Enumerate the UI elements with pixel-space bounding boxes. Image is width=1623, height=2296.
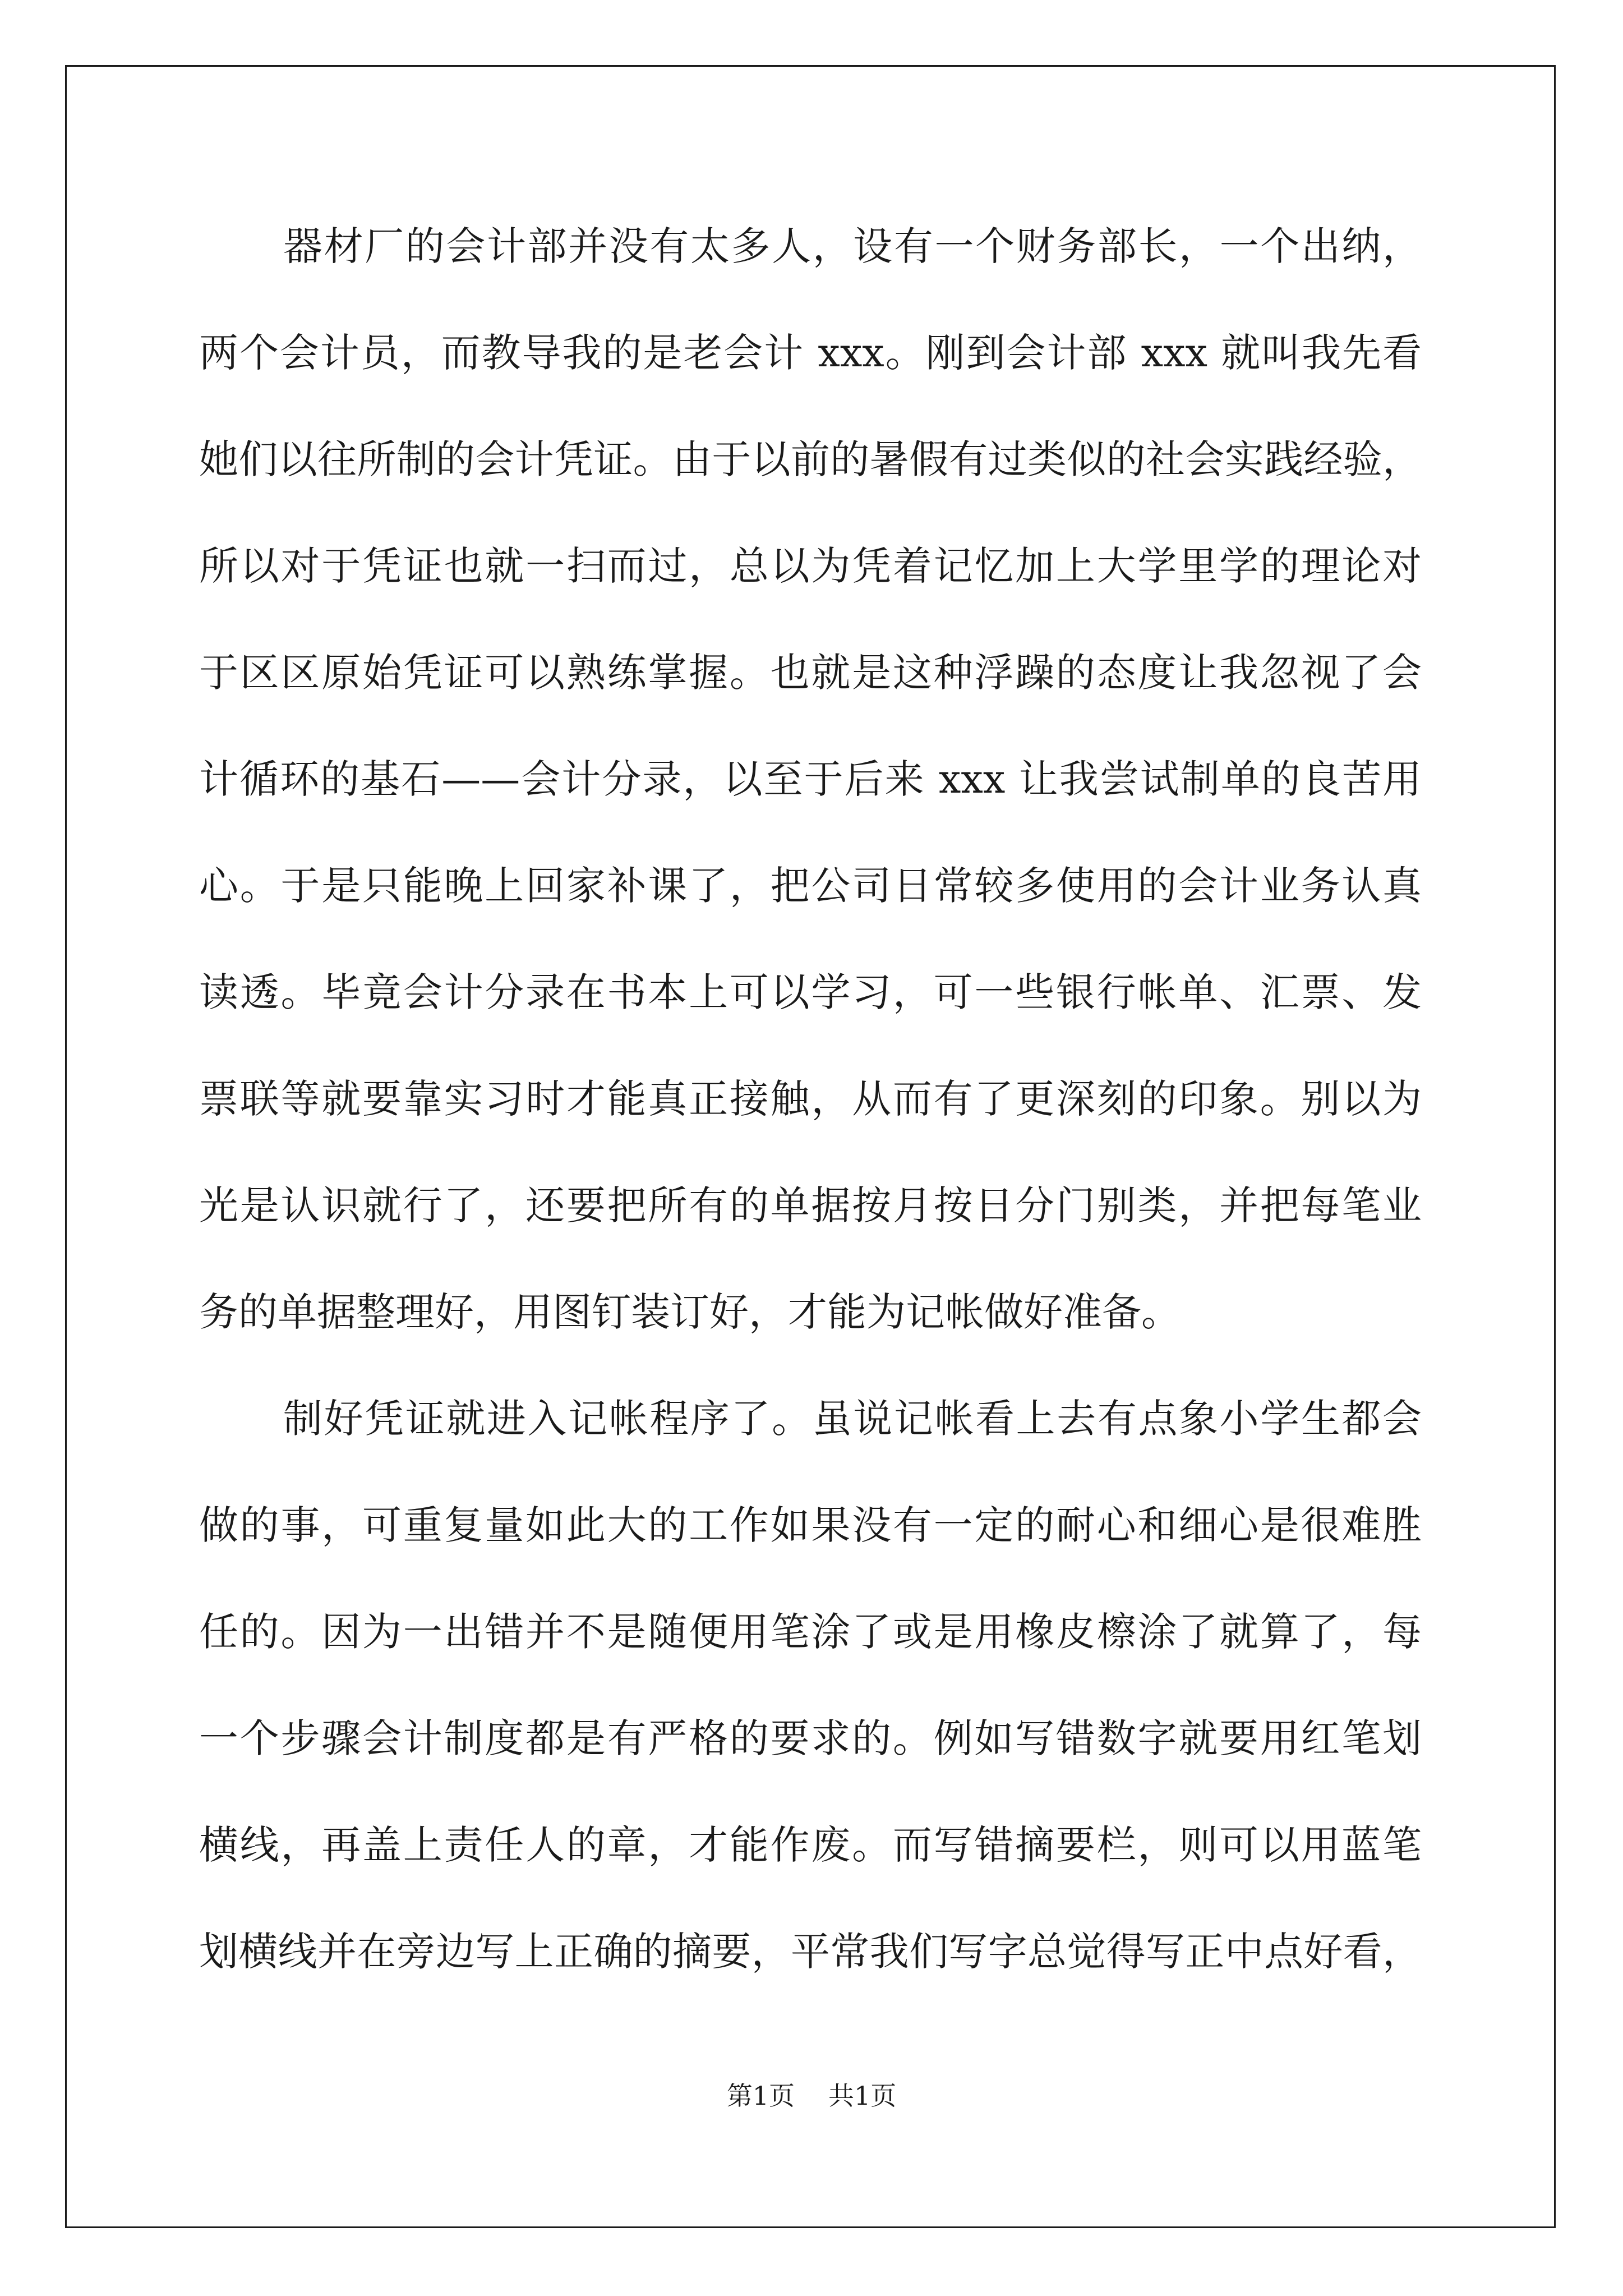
page-total: 共1页 — [828, 2081, 897, 2111]
text-line: 票联等就要靠实习时才能真正接触，从而有了更深刻的印象。别以为 — [199, 1076, 1422, 1122]
text-line: 制好凭证就进入记帐程序了。虽说记帐看上去有点象小学生都会 — [283, 1396, 1422, 1442]
text-line: 一个步骤会计制度都是有严格的要求的。例如写错数字就要用红笔划 — [199, 1715, 1422, 1761]
text-line: 心。于是只能晚上回家补课了，把公司日常较多使用的会计业务认真 — [199, 863, 1422, 909]
text-line: 横线，再盖上责任人的章，才能作废。而写错摘要栏，则可以用蓝笔 — [199, 1822, 1422, 1868]
document-body — [199, 193, 1422, 2005]
page-number: 第1页 — [726, 2081, 795, 2111]
text-line: 计循环的基石——会计分录，以至于后来 xxx 让我尝试制单的良苦用 — [199, 756, 1422, 802]
text-line: 任的。因为一出错并不是随便用笔涂了或是用橡皮檫涂了就算了，每 — [199, 1609, 1422, 1655]
text-line: 她们以往所制的会计凭证。由于以前的暑假有过类似的社会实践经验， — [199, 436, 1422, 482]
text-line: 读透。毕竟会计分录在书本上可以学习，可一些银行帐单、汇票、发 — [199, 969, 1422, 1015]
text-line: 器材厂的会计部并没有太多人，设有一个财务部长，一个出纳， — [283, 223, 1422, 269]
text-line: 务的单据整理好，用图钉装订好，才能为记帐做好准备。 — [199, 1289, 1181, 1335]
text-line: 两个会计员，而教导我的是老会计 xxx。刚到会计部 xxx 就叫我先看 — [199, 330, 1422, 376]
page-footer — [0, 2076, 1623, 2113]
text-line: 光是认识就行了，还要把所有的单据按月按日分门别类，并把每笔业 — [199, 1182, 1422, 1228]
text-line: 划横线并在旁边写上正确的摘要，平常我们写字总觉得写正中点好看， — [199, 1929, 1422, 1975]
text-line: 所以对于凭证也就一扫而过，总以为凭着记忆加上大学里学的理论对 — [199, 543, 1422, 589]
text-line: 于区区原始凭证可以熟练掌握。也就是这种浮躁的态度让我忽视了会 — [199, 650, 1422, 696]
text-line: 做的事，可重复量如此大的工作如果没有一定的耐心和细心是很难胜 — [199, 1502, 1422, 1548]
